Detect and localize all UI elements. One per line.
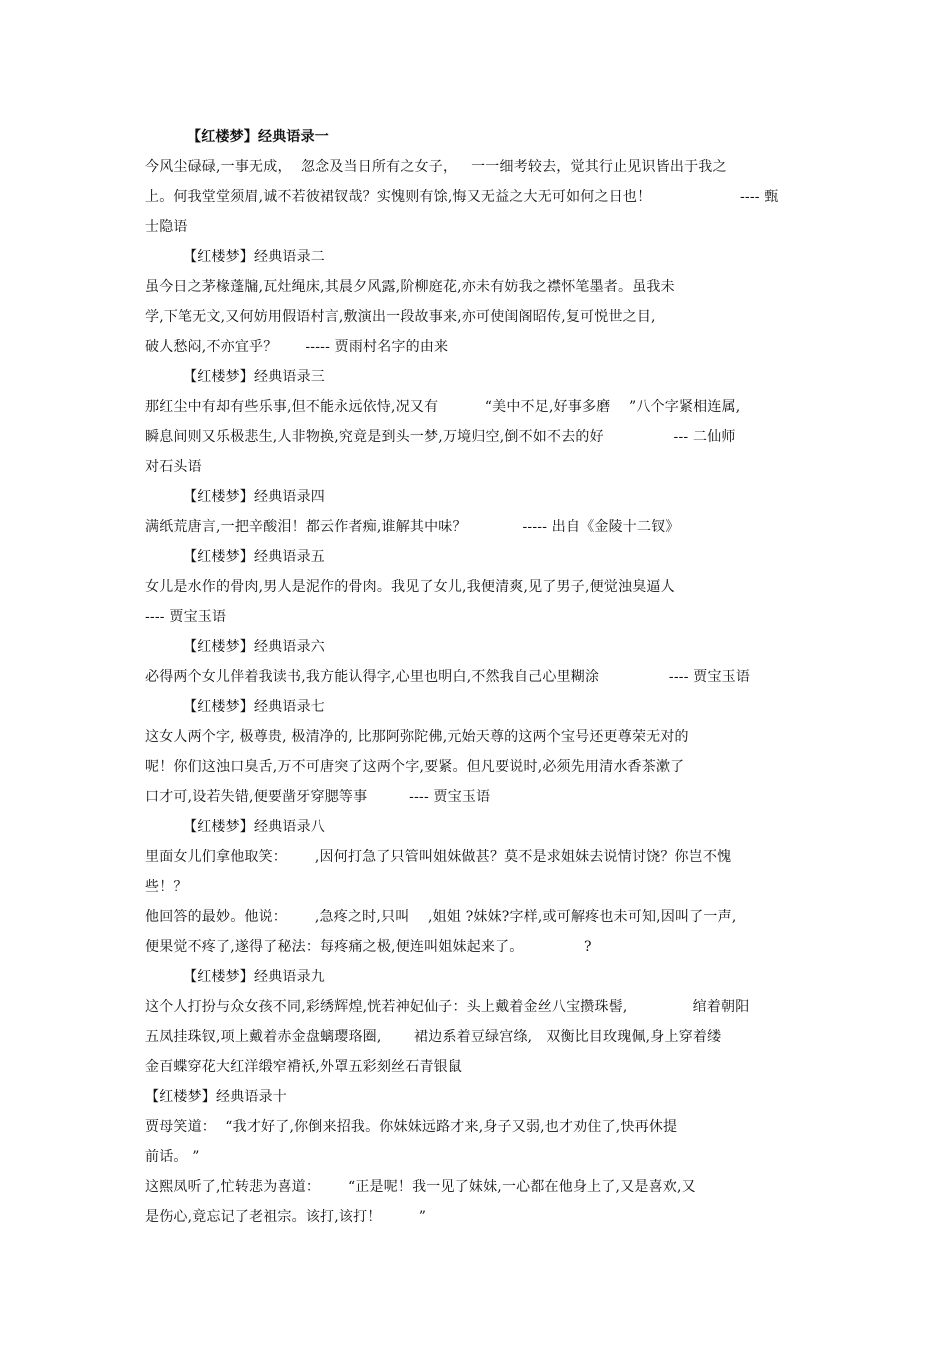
text-line: ---- 贾宝玉语 [145, 609, 227, 625]
text-line: 今风尘碌碌,一事无成， 忽念及当日所有之女子， 一一细考较去，觉其行止见识皆出于我之 [145, 159, 727, 175]
section-heading-4: 【红楼梦】经典语录四 [183, 489, 325, 505]
section-heading-1: 【红楼梦】经典语录一 [187, 129, 329, 145]
section-heading-7: 【红楼梦】经典语录七 [183, 699, 325, 715]
text-line: 士隐语 [145, 219, 188, 235]
text-line: 破人愁闷,不亦宜乎？ ----- 贾雨村名字的由来 [145, 339, 449, 355]
text-line: 学,下笔无文,又何妨用假语村言,敷演出一段故事来,亦可使闺阁昭传,复可悦世之目, [145, 309, 656, 325]
text-line: 便果觉不疼了,遂得了秘法：每疼痛之极,便连叫姐妹起来了。 ? [145, 939, 592, 955]
text-line: 女儿是水作的骨肉,男人是泥作的骨肉。我见了女儿,我便清爽,见了男子,便觉浊臭逼人 [145, 579, 675, 595]
text-line: 前话。 ” [145, 1149, 200, 1165]
text-line: 满纸荒唐言,一把辛酸泪！都云作者痴,谁解其中味？ ----- 出自《金陵十二钗》 [145, 519, 680, 535]
text-line: 是伤心,竟忘记了老祖宗。该打,该打！ ” [145, 1209, 427, 1225]
text-line: 呢！你们这浊口臭舌,万不可唐突了这两个字,要紧。但凡要说时,必须先用清水香茶漱了 [145, 759, 685, 775]
text-line: 这熙凤听了,忙转悲为喜道： “正是呢！我一见了妹妹,一心都在他身上了,又是喜欢,又 [145, 1179, 696, 1195]
text-line: 对石头语 [145, 459, 202, 475]
text-line: 些！？ [145, 879, 188, 895]
text-line: 五凤挂珠钗,项上戴着赤金盘螭璎珞圈, 裙边系着豆绿宫绦, 双衡比目玫瑰佩,身上穿着缕 [145, 1029, 722, 1045]
section-heading-3: 【红楼梦】经典语录三 [183, 369, 325, 385]
text-line: 上。何我堂堂须眉,诚不若彼裙钗哉？实愧则有馀,悔又无益之大无可如何之日也！ [145, 189, 652, 205]
text-line: 金百蝶穿花大红洋缎窄褙袄,外罩五彩刻丝石青银鼠 [145, 1059, 463, 1075]
text-line: 贾母笑道： “我才好了,你倒来招我。你妹妹远路才来,身子又弱,也才劝住了,快再休提 [145, 1119, 678, 1135]
text-line: 口才可,设若失错,便要凿牙穿腮等事 ---- 贾宝玉语 [145, 789, 491, 805]
text-line: 瞬息间则又乐极悲生,人非物换,究竟是到头一梦,万境归空,倒不如不去的好 --- 二仙师 [145, 429, 736, 445]
section-heading-5: 【红楼梦】经典语录五 [183, 549, 325, 565]
section-heading-8: 【红楼梦】经典语录八 [183, 819, 325, 835]
text-line: 那红尘中有却有些乐事,但不能永远依恃,况又有 “美中不足,好事多磨 ”八个字紧相连属, [145, 399, 741, 415]
section-heading-9: 【红楼梦】经典语录九 [183, 969, 325, 985]
section-heading-2: 【红楼梦】经典语录二 [183, 249, 325, 265]
text-line: 他回答的最妙。他说： ,急疼之时,只叫 ,姐姐 ?妹妹?字样,或可解疼也未可知,因叫了一声, [145, 909, 737, 925]
text-line: 里面女儿们拿他取笑： ,因何打急了只管叫姐妹做甚？莫不是求姐妹去说情讨饶？你岂不愧 [145, 849, 732, 865]
text-line: 这个人打扮与众女孩不同,彩绣辉煌,恍若神妃仙子：头上戴着金丝八宝攒珠髻, 绾着朝阳 [145, 999, 750, 1015]
text-line: 虽今日之茅椽蓬牖,瓦灶绳床,其晨夕风露,阶柳庭花,亦未有妨我之襟怀笔墨者。虽我未 [145, 279, 675, 295]
text-line: 这女人两个字, 极尊贵, 极清净的, 比那阿弥陀佛,元始天尊的这两个宝号还更尊荣无对的 [145, 729, 689, 745]
attribution-text: ---- 甄 [740, 189, 779, 205]
section-heading-10: 【红楼梦】经典语录十 [145, 1089, 287, 1105]
text-line: 必得两个女儿伴着我读书,我方能认得字,心里也明白,不然我自己心里糊涂 ---- 贾宝玉语 [145, 669, 751, 685]
section-heading-6: 【红楼梦】经典语录六 [183, 639, 325, 655]
